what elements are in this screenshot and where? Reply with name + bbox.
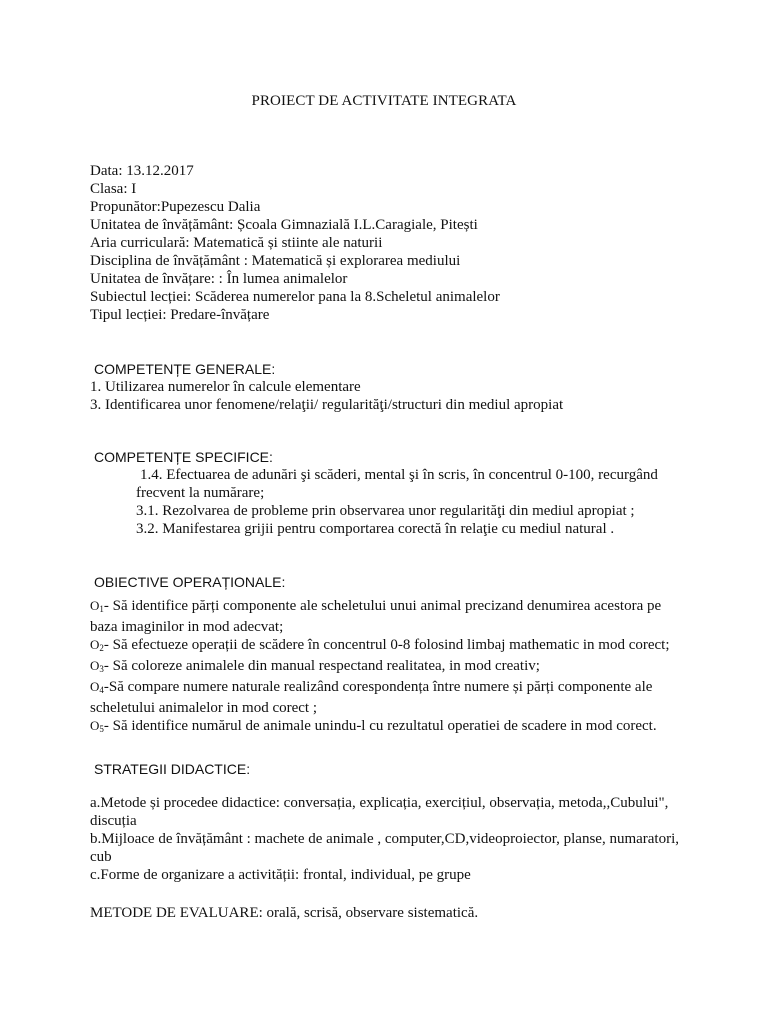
objectives-heading: OBIECTIVE OPERAȚIONALE: <box>94 574 286 590</box>
objective-number: 1 <box>99 604 104 614</box>
info-block <box>90 162 710 324</box>
strategy-item: c.Forme de organizare a activității: frontal, individual, pe grupe <box>90 867 471 883</box>
objective-number: 5 <box>99 724 104 734</box>
info-learning-unit: Unitatea de învățare: : În lumea animalelor <box>90 271 348 287</box>
objective-text: - Să coloreze animalele din manual respectand realitatea, in mod creativ; <box>103 658 540 674</box>
specific-competence-item: 3.2. Manifestarea grijii pentru comportarea corectă în relaţie cu mediul natural . <box>136 521 615 537</box>
objective-text: -Să compare numere naturale realizând corespondența între numere și părți componente ale scheletului animalelor in mod corect ; <box>90 679 653 716</box>
objective-item <box>90 657 690 678</box>
general-competences <box>90 360 710 414</box>
objective-label: O <box>90 598 100 613</box>
general-competences-heading: COMPETENȚE GENERALE: <box>94 361 276 377</box>
specific-competences <box>90 448 710 538</box>
objective-number: 4 <box>99 685 104 695</box>
objective-item <box>90 636 690 657</box>
specific-competences-heading: COMPETENȚE SPECIFICE: <box>94 449 273 465</box>
document-title: PROIECT DE ACTIVITATE INTEGRATA <box>251 93 517 109</box>
objective-number: 3 <box>99 664 104 674</box>
evaluation-methods <box>90 904 710 922</box>
objective-item <box>90 678 690 717</box>
info-lesson-type: Tipul lecției: Predare-învățare <box>90 307 270 323</box>
objective-item <box>90 597 690 636</box>
info-class: Clasa: I <box>90 181 137 197</box>
strategy-item: b.Mijloace de învățământ : machete de animale , computer,CD,videoproiector, planse, numaratori, cub <box>90 831 680 865</box>
general-competence-item: 3. Identificarea unor fenomene/relaţii/ regularităţi/structuri din mediul apropiat <box>90 397 564 413</box>
operational-objectives <box>90 573 690 738</box>
evaluation-text: orală, scrisă, observare sistematică. <box>262 905 479 921</box>
objective-number: 2 <box>99 643 104 653</box>
objective-label: O <box>90 679 100 694</box>
strategy-item: a.Metode și procedee didactice: conversația, explicația, exercițiul, observația, metoda,,Cubului", discuția <box>90 795 669 829</box>
specific-competence-continuation: frecvent la numărare; <box>136 485 265 501</box>
specific-competence-item: 3.1. Rezolvarea de probleme prin observarea unor regularităţi din mediul apropiat ; <box>136 503 635 519</box>
info-date: Data: 13.12.2017 <box>90 163 194 179</box>
evaluation-label: METODE DE EVALUARE: <box>90 905 263 921</box>
evaluation-line <box>90 904 710 922</box>
objective-label: O <box>90 718 100 733</box>
specific-competence-item: 1.4. Efectuarea de adunări şi scăderi, mental şi în scris, în concentrul 0-100, recurgând <box>140 467 658 483</box>
objective-item <box>90 717 690 738</box>
objective-text: - Să efectueze operații de scădere în concentrul 0-8 folosind limbaj mathematic in mod corect; <box>103 637 670 653</box>
objective-label: O <box>90 658 100 673</box>
didactic-strategies <box>90 760 690 884</box>
objective-label: O <box>90 637 100 652</box>
strategies-heading: STRATEGII DIDACTICE: <box>94 761 251 777</box>
general-competence-item: 1. Utilizarea numerelor în calcule elementare <box>90 379 361 395</box>
info-lesson-subject: Subiectul lecției: Scăderea numerelor pana la 8.Scheletul animalelor <box>90 289 500 305</box>
info-discipline: Disciplina de învățământ : Matematică și explorarea mediului <box>90 253 461 269</box>
info-school: Unitatea de învățământ: Școala Gimnazială I.L.Caragiale, Pitești <box>90 217 478 233</box>
objective-text: - Să identifice părți componente ale scheletului unui animal precizand denumirea acestora pe baza imaginilor in mod adecvat; <box>90 598 662 635</box>
objective-text: - Să identifice numărul de animale unindu-l cu rezultatul operatiei de scadere in mod corect. <box>103 718 657 734</box>
info-curricular-area: Aria curriculară: Matematică și stiinte ale naturii <box>90 235 383 251</box>
info-proposer: Propunător:Pupezescu Dalia <box>90 199 261 215</box>
